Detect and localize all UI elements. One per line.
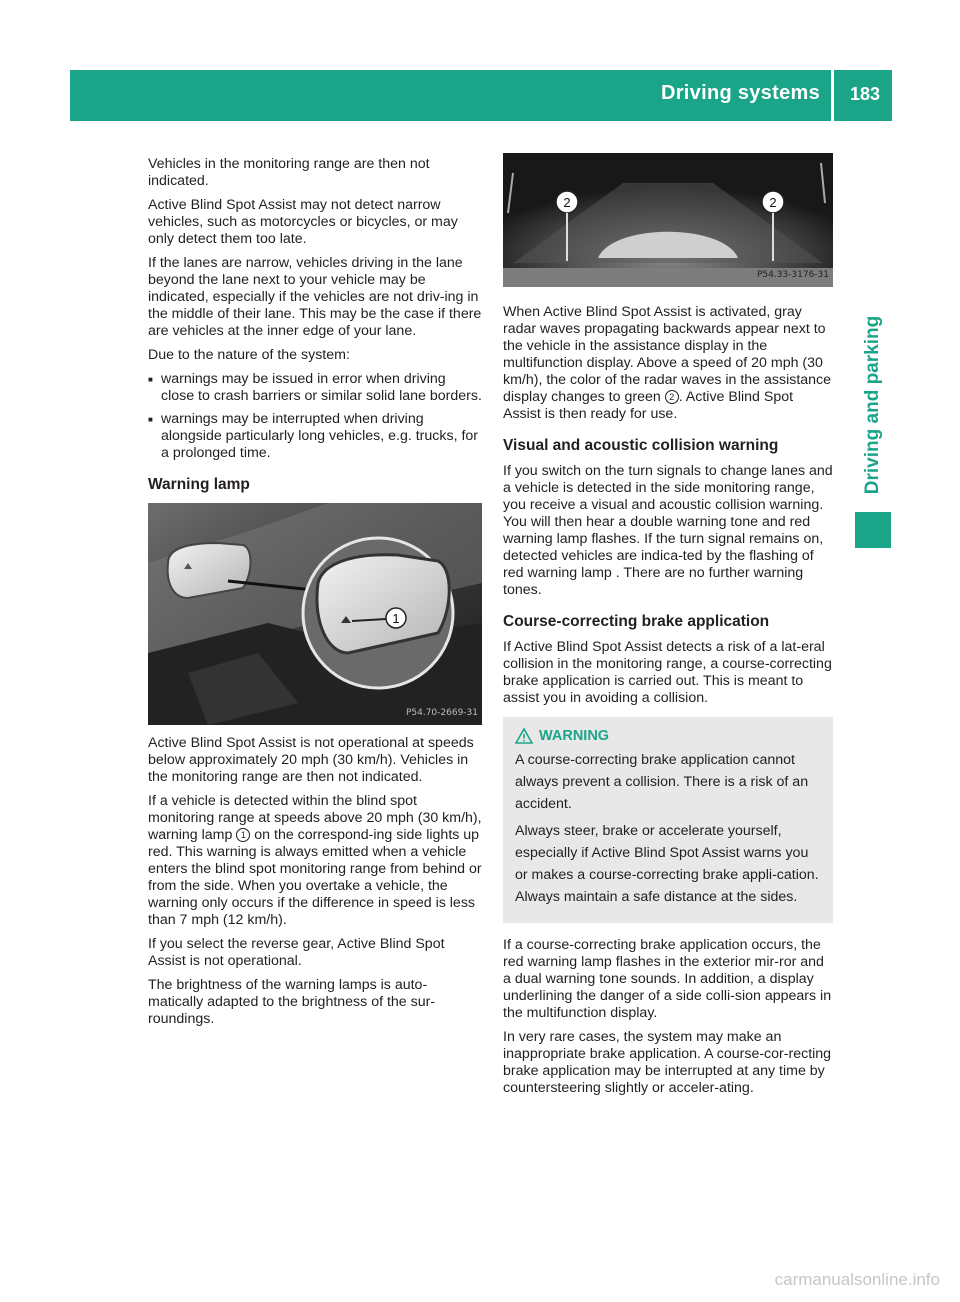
page-number: 183 [849, 84, 881, 104]
paragraph: The brightness of the warning lamps is auto-matically adapted to the brightness of the sur-roundings. [148, 977, 436, 1027]
paragraph: If the lanes are narrow, vehicles driving in the lane beyond the lane next to your vehicle may be indicated, especially if the vehicles are not driv-ing in the middle of their lane. This may be the case if there are vehicles at the inner edge of your lane. [148, 255, 482, 339]
chapter-label: Driving and parking [862, 315, 883, 495]
right-column [503, 304, 833, 1104]
bullet-list [148, 371, 482, 462]
warning-header [515, 725, 821, 747]
right-figure-wrap [503, 153, 833, 287]
paragraph: Due to the nature of the system: [148, 347, 350, 363]
figure-code: P54.70-2669-31 [405, 708, 478, 718]
mirror-illustration [148, 503, 482, 725]
warning-triangle-icon [515, 728, 533, 744]
warning-box [503, 717, 833, 923]
warning-paragraph: Always steer, brake or accelerate yourself, especially if Active Blind Spot Assist warns you or makes a course-correcting brake appli-cation. Always maintain a safe distance at the sides. [515, 823, 819, 905]
mirror-warning-lamp-figure [148, 503, 482, 725]
assistance-display-figure [503, 153, 833, 287]
paragraph: If you switch on the turn signals to change lanes and a vehicle is detected in the side monitoring range, you receive a visual and acoustic collision warning. You will then hear a double warning tone and red warning lamp flashes. If the turn signal remains on, detected vehicles are indica-ted by the flashing of red warning lamp . There are no further warning tones. [503, 463, 833, 598]
paragraph-text: When Active Blind Spot Assist is activated, gray radar waves propagating backwards appear next to the vehicle in the assistance display in the multifunction display. Above a speed of 20 mph (30 km/h), the color of the radar waves in the assistance display changes to green [503, 304, 832, 405]
figure-code: P54.33-3176-31 [756, 270, 829, 280]
callout-label: 2 [769, 195, 777, 210]
section-heading: Visual and acoustic collision warning [503, 437, 779, 454]
footer-watermark: carmanualsonline.info [774, 1270, 940, 1289]
callout-reference: 1 [236, 828, 250, 842]
section-title: Driving systems [660, 82, 820, 104]
section-heading: Course-correcting brake application [503, 613, 770, 630]
callout-reference: 2 [665, 390, 679, 404]
chapter-side-tab [855, 300, 891, 510]
paragraph-text: If a vehicle is detected within the blind spot monitoring range at speeds above 20 mph (30 km/h), warning lamp [148, 793, 482, 843]
paragraph-text: . Active Blind Spot Assist is then ready for use. [503, 389, 794, 422]
paragraph [148, 793, 482, 929]
paragraph: Active Blind Spot Assist is not operational at speeds below approximately 20 mph (30 km/h). Vehicles in the monitoring range are then not indicated. [148, 735, 474, 785]
paragraph: Active Blind Spot Assist may not detect narrow vehicles, such as motorcycles or bicycles, or may only detect them too late. [148, 197, 458, 247]
callout-label: 1 [392, 611, 400, 626]
chapter-marker [855, 512, 891, 548]
list-item: ■ warnings may be interrupted when driving alongside particularly long vehicles, e.g. trucks, for a prolonged time. [148, 411, 482, 462]
paragraph: Vehicles in the monitoring range are then not indicated. [148, 156, 430, 189]
list-item: ■ warnings may be issued in error when driving close to crash barriers or similar solid lane borders. [148, 371, 482, 405]
warning-title: WARNING [539, 728, 610, 744]
callout-label: 2 [563, 195, 571, 210]
header-divider [831, 70, 834, 121]
paragraph: If a course-correcting brake application occurs, the red warning lamp flashes in the exterior mir-ror and a dual warning tone sounds. In addition, a display underlining the danger of a side colli-sion appears in the multifunction display. [503, 937, 832, 1021]
paragraph [503, 304, 833, 423]
paragraph-text: on the correspond-ing side lights up red. This warning is always emitted when a vehicle enters the blind spot monitoring range from behind or from the side. When you overtake a vehicle, the warning only occurs if the difference in speed is less than 7 mph (12 km/h). [148, 827, 482, 928]
paragraph: If Active Blind Spot Assist detects a risk of a lat-eral collision in the monitoring range, a course-correcting brake application is carried out. This is meant to assist you in avoiding a collision. [503, 639, 832, 706]
header-bar [70, 70, 892, 121]
section-heading: Warning lamp [148, 476, 250, 493]
warning-paragraph: A course-correcting brake application cannot always prevent a collision. There is a risk of an accident. [515, 752, 809, 812]
paragraph: If you select the reverse gear, Active Blind Spot Assist is not operational. [148, 936, 445, 969]
left-column [148, 156, 482, 1035]
paragraph: In very rare cases, the system may make an inappropriate brake application. A course-cor-recting brake application may be interrupted at any time by countersteering slightly or acceler-ating. [503, 1029, 832, 1096]
